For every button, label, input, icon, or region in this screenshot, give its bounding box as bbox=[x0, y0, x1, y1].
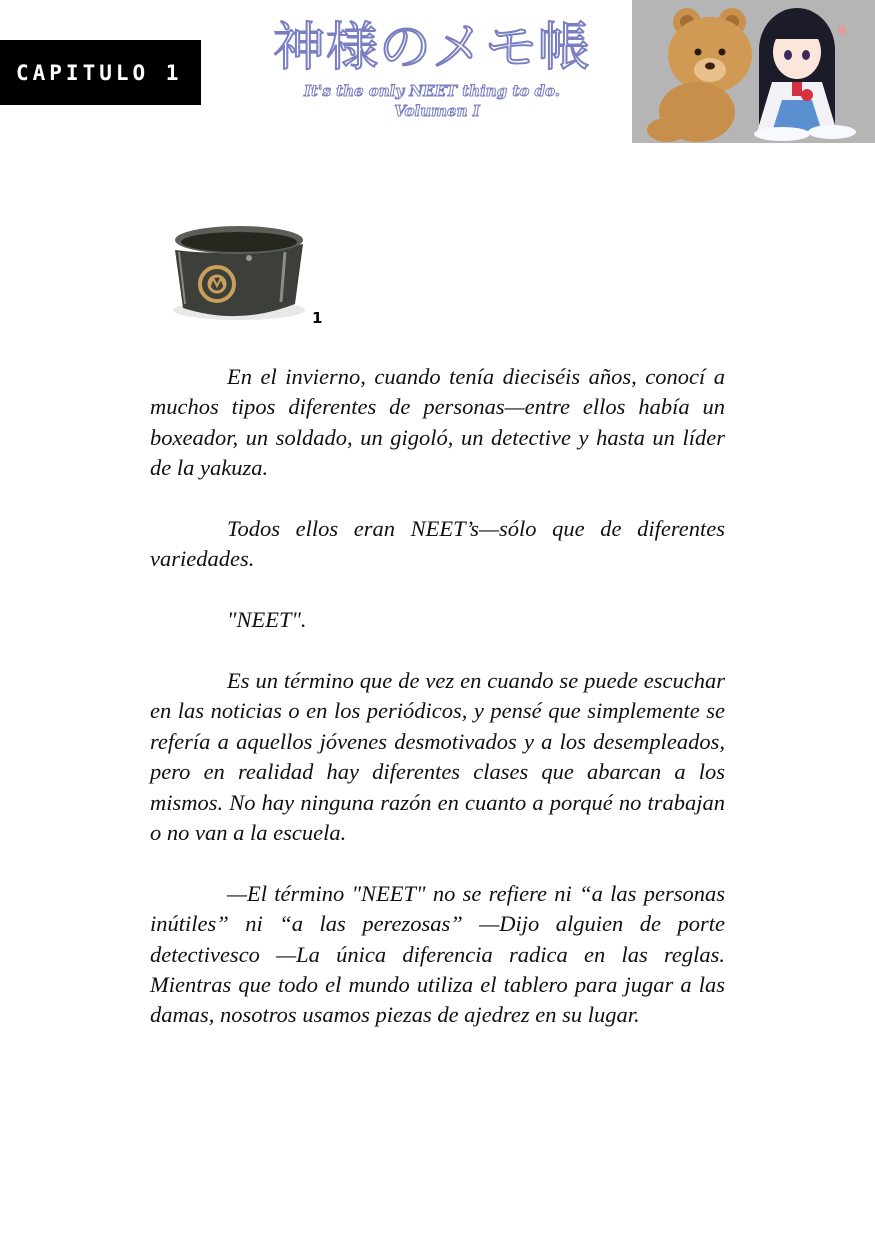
paragraph: "NEET". bbox=[227, 607, 307, 633]
volume-label: Volumen I bbox=[394, 102, 480, 120]
title-japanese: 神様のメモ帳 bbox=[272, 18, 591, 78]
paragraph: —El término "NEET" no se refiere ni “a las personas inútiles” ni “a las perezosas” —Dijo alguien de porte detectivesco —La única diferencia radica en las reglas. Mientras que todo el mundo utiliza el tablero para jugar a las damas, nosotros usamos piezas de ajedrez en su lugar. bbox=[150, 880, 725, 1028]
paragraph: Todos ellos eran NEET’s—sólo que de diferentes variedades. bbox=[150, 516, 725, 572]
title-subtitle: It's the only NEET thing to do. bbox=[303, 82, 561, 100]
chapter-badge bbox=[0, 40, 201, 105]
armband-icon bbox=[165, 218, 315, 328]
paragraph: Es un término que de vez en cuando se puede escuchar en las noticias o en los periódicos, y pensé que simplemente se refería a aquellos jóvenes desmotivados y a los desempleados, pero en realidad hay diferentes clases que abarcan a los mismos. No hay ninguna razón en cuanto a porqué no trabajan o no van a la escuela. bbox=[150, 668, 725, 846]
chapter-body bbox=[150, 362, 725, 1061]
footnote-marker: 1 bbox=[312, 309, 323, 327]
paragraph: En el invierno, cuando tenía dieciséis años, conocí a muchos tipos diferentes de personas—entre ellos había un boxeador, un soldado, un gigoló, un detective y hasta un líder de la yakuza. bbox=[150, 364, 725, 481]
chapter-label: CAPITULO 1 bbox=[16, 60, 183, 85]
cover-illustration bbox=[632, 0, 875, 143]
series-title-logo bbox=[262, 18, 602, 138]
teddy-bear-girl-illustration bbox=[632, 0, 875, 143]
armband-image bbox=[165, 218, 315, 328]
